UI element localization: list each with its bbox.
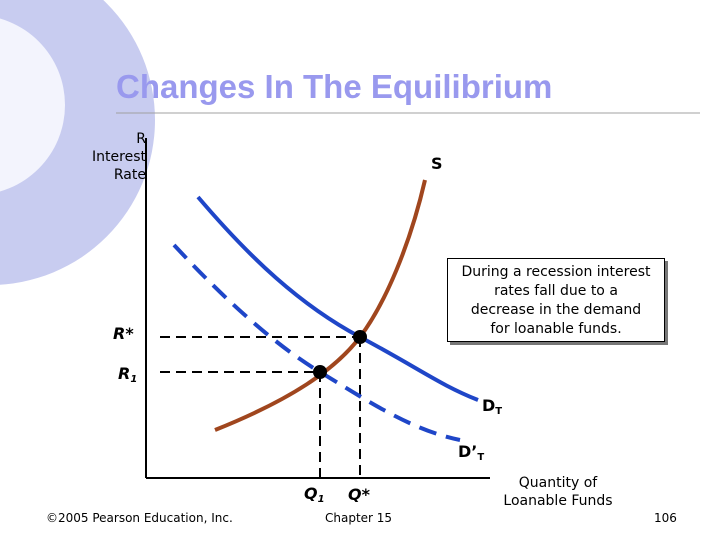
x-tick-q1 (304, 484, 325, 505)
x-tick-q1-text: Q (304, 484, 318, 503)
slide-title: Changes In The Equilibrium (116, 68, 553, 105)
x-tick-q-star-text: Q* (348, 485, 370, 504)
x-tick-q1-subscript: 1 (317, 494, 325, 505)
y-tick-r1-subscript: 1 (130, 374, 138, 385)
y-tick-r1-text: R (118, 364, 131, 383)
footer-page-number: 106 (654, 511, 677, 525)
annotation-line: rates fall due to a (494, 283, 618, 299)
x-tick-q-star (348, 485, 370, 504)
y-axis-label (60, 130, 146, 184)
annotation-box (447, 258, 665, 342)
demand-curve-label-text: D (482, 396, 496, 415)
shifted-demand-curve-label (458, 442, 484, 463)
y-axis-label-line: R (136, 131, 146, 147)
footer-chapter: Chapter 15 (325, 511, 393, 525)
demand-curve-label (482, 396, 502, 417)
y-tick-r1 (118, 364, 137, 385)
supply-curve-label-text: S (431, 154, 443, 173)
demand-curve-label-subscript: T (495, 406, 503, 417)
x-axis-label (488, 474, 628, 510)
shifted-demand-curve-label-subscript: T (477, 452, 485, 463)
y-tick-r-star-text: R* (113, 324, 134, 343)
y-tick-r-star (113, 324, 134, 343)
x-axis-label-line: Loanable Funds (503, 493, 613, 509)
supply-curve-label (431, 154, 443, 173)
demand-curve (198, 197, 478, 400)
y-axis-label-line: Interest (92, 149, 146, 165)
shifted-demand-curve-label-text: D’ (458, 442, 478, 461)
equilibrium-point-original (353, 330, 367, 344)
annotation-line: decrease in the demand (470, 302, 642, 318)
footer-copyright: ©2005 Pearson Education, Inc. (46, 511, 233, 525)
shifted-demand-curve (174, 245, 460, 440)
annotation-line: for loanable funds. (490, 321, 622, 337)
equilibrium-point-new (313, 365, 327, 379)
y-axis-label-line: Rate (113, 167, 146, 183)
annotation-line: During a recession interest (461, 264, 651, 280)
x-axis-label-line: Quantity of (518, 475, 598, 491)
